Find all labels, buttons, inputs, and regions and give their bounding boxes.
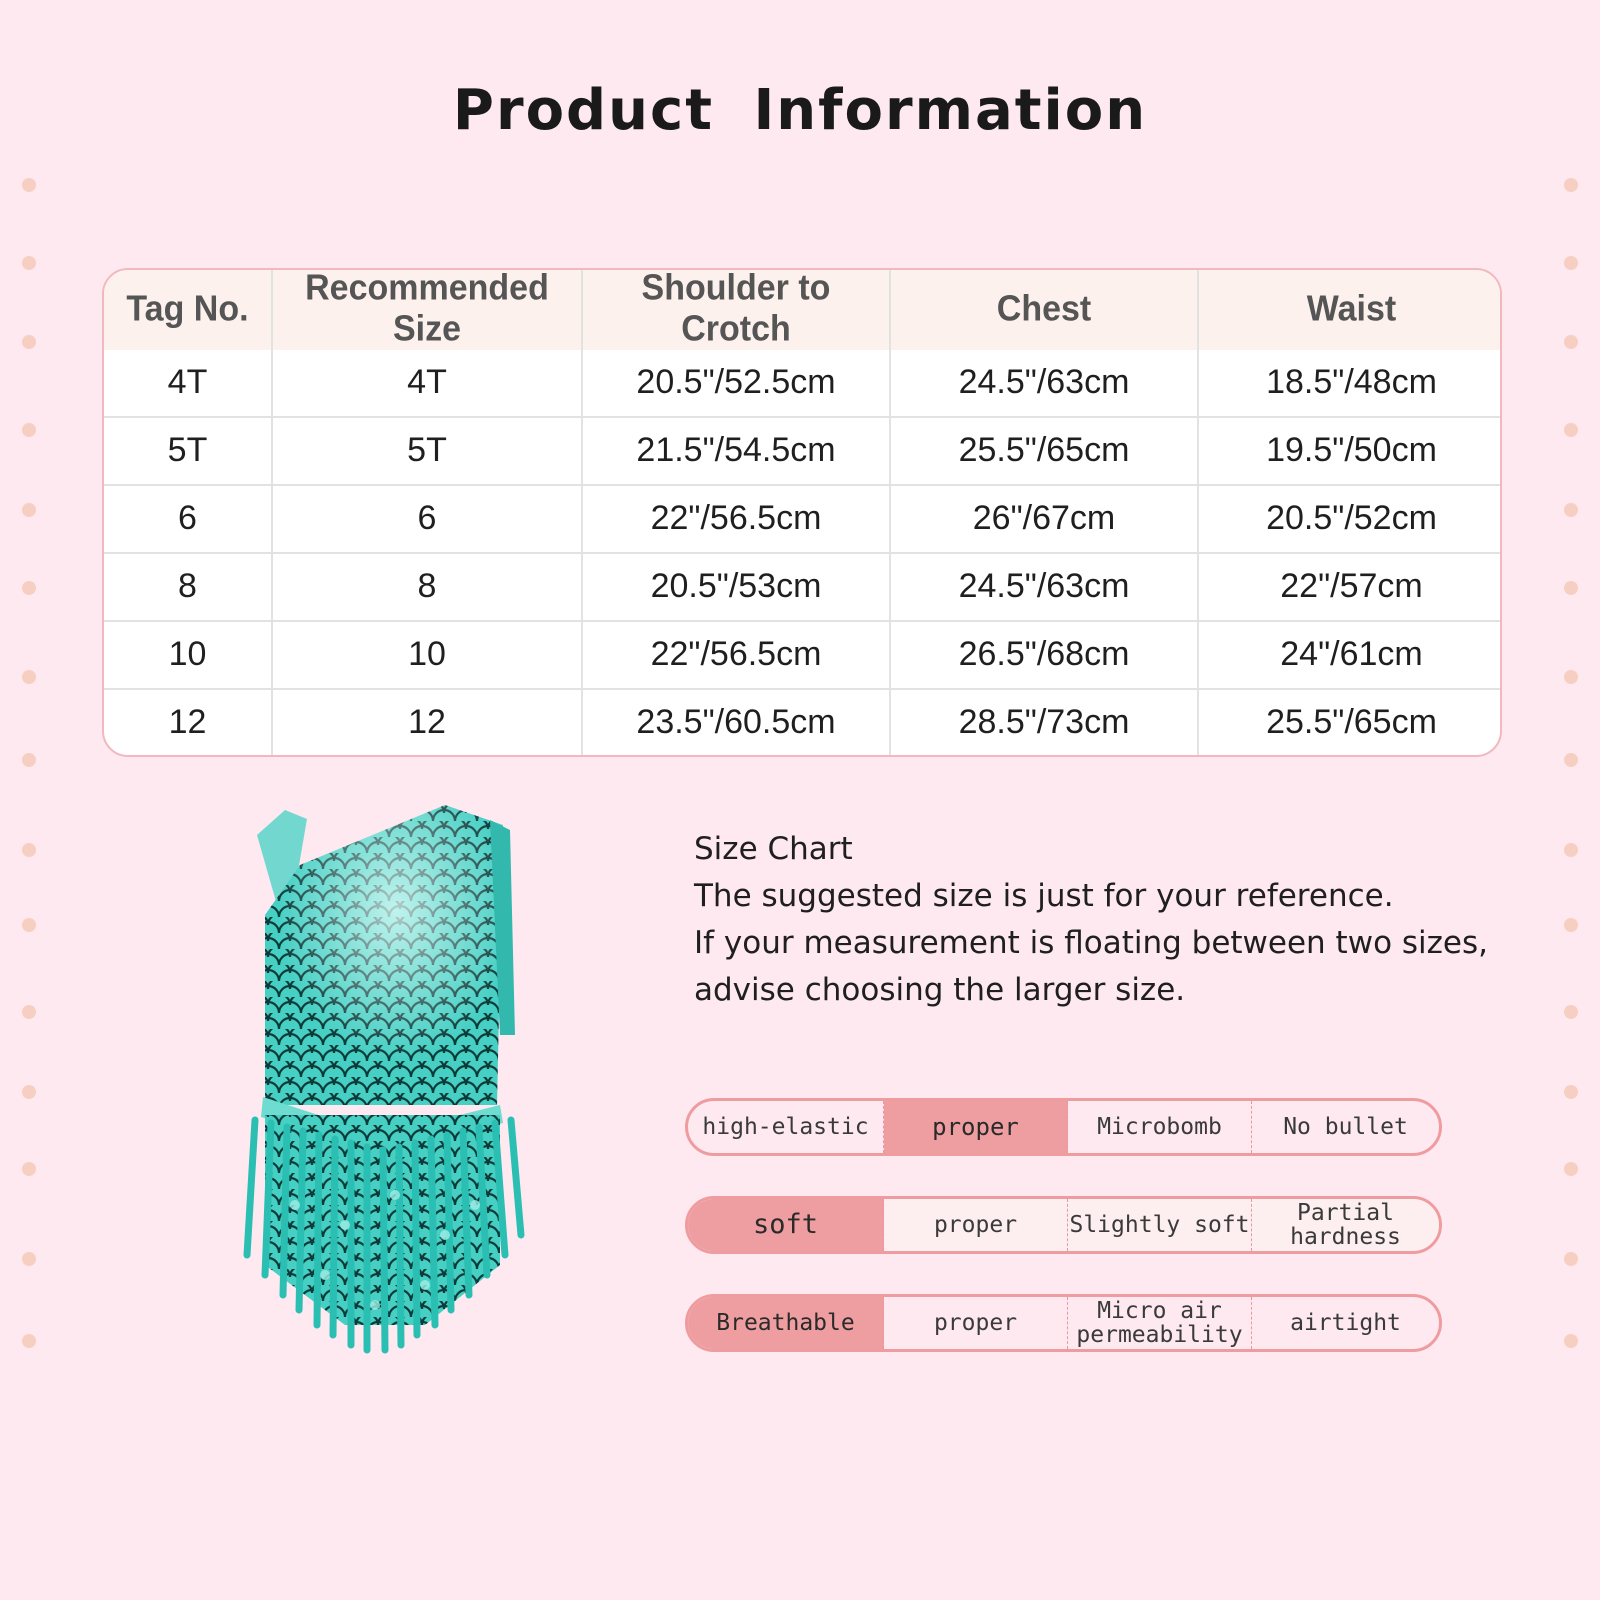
cell-chest: 28.5"/73cm — [890, 689, 1198, 755]
cell-size: 8 — [272, 553, 582, 621]
size-table — [102, 268, 1502, 757]
cell-tag: 10 — [104, 621, 272, 689]
cell-waist: 18.5"/48cm — [1198, 349, 1502, 417]
cell-chest: 25.5"/65cm — [890, 417, 1198, 485]
table-header-row — [104, 270, 1502, 349]
cell-chest: 24.5"/63cm — [890, 349, 1198, 417]
cell-chest: 26.5"/68cm — [890, 621, 1198, 689]
cell-size: 12 — [272, 689, 582, 755]
elasticity-option-selected: proper — [884, 1101, 1068, 1153]
table-row — [104, 485, 1502, 553]
left-dot-border — [14, 0, 44, 1600]
notes-heading: Size Chart — [694, 831, 853, 867]
elasticity-option: high-elastic — [688, 1101, 884, 1153]
softness-option: Slightly soft — [1068, 1199, 1252, 1251]
cell-chest: 26"/67cm — [890, 485, 1198, 553]
breathability-option-selected: Breathable — [688, 1297, 884, 1349]
cell-waist: 19.5"/50cm — [1198, 417, 1502, 485]
cell-shoulder: 21.5"/54.5cm — [582, 417, 890, 485]
cell-waist: 24"/61cm — [1198, 621, 1502, 689]
cell-waist: 25.5"/65cm — [1266, 702, 1437, 741]
cell-waist: 20.5"/52cm — [1198, 485, 1502, 553]
leotard-illustration — [235, 805, 535, 1385]
size-notes — [694, 826, 1488, 1014]
softness-option: Partial hardness — [1252, 1199, 1439, 1251]
cell-shoulder: 20.5"/52.5cm — [582, 349, 890, 417]
table-row — [104, 417, 1502, 485]
header-tag-no: Tag No. — [104, 268, 272, 351]
notes-line: The suggested size is just for your reference. — [694, 878, 1394, 914]
cell-size: 4T — [272, 349, 582, 417]
table-row — [104, 689, 1502, 755]
breathability-option: Micro air permeability — [1068, 1297, 1252, 1349]
header-shoulder-to-crotch: Shoulder to Crotch — [582, 268, 890, 351]
cell-tag: 4T — [104, 349, 272, 417]
cell-size: 5T — [272, 417, 582, 485]
header-recommended-size: Recommended Size — [272, 268, 582, 351]
size-table-grid — [104, 270, 1502, 755]
notes-line: If your measurement is floating between two sizes, — [694, 925, 1488, 961]
table-row — [104, 553, 1502, 621]
cell-shoulder: 22"/56.5cm — [582, 621, 890, 689]
cell-size: 10 — [272, 621, 582, 689]
cell-shoulder: 23.5"/60.5cm — [582, 689, 890, 755]
right-dot-border — [1556, 0, 1586, 1600]
cell-waist: 22"/57cm — [1198, 553, 1502, 621]
softness-option-selected: soft — [688, 1199, 884, 1251]
cell-tag: 12 — [104, 689, 272, 755]
header-chest: Chest — [890, 268, 1198, 351]
product-image — [235, 805, 535, 1385]
elasticity-rating — [685, 1098, 1442, 1156]
breathability-option: proper — [884, 1297, 1068, 1349]
page-title: Product Information — [452, 78, 1148, 143]
cell-chest: 24.5"/63cm — [890, 553, 1198, 621]
elasticity-option: No bullet — [1283, 1114, 1408, 1140]
cell-shoulder: 22"/56.5cm — [582, 485, 890, 553]
cell-size: 6 — [272, 485, 582, 553]
breathability-option: airtight — [1290, 1310, 1401, 1336]
softness-rating — [685, 1196, 1442, 1254]
table-row — [104, 349, 1502, 417]
cell-shoulder: 20.5"/53cm — [582, 553, 890, 621]
header-waist: Waist — [1198, 268, 1502, 351]
cell-tag: 5T — [104, 417, 272, 485]
elasticity-option: Microbomb — [1068, 1101, 1252, 1153]
table-row — [104, 621, 1502, 689]
notes-line: advise choosing the larger size. — [694, 972, 1186, 1008]
softness-option: proper — [884, 1199, 1068, 1251]
cell-tag: 6 — [104, 485, 272, 553]
cell-tag: 8 — [104, 553, 272, 621]
breathability-rating — [685, 1294, 1442, 1352]
